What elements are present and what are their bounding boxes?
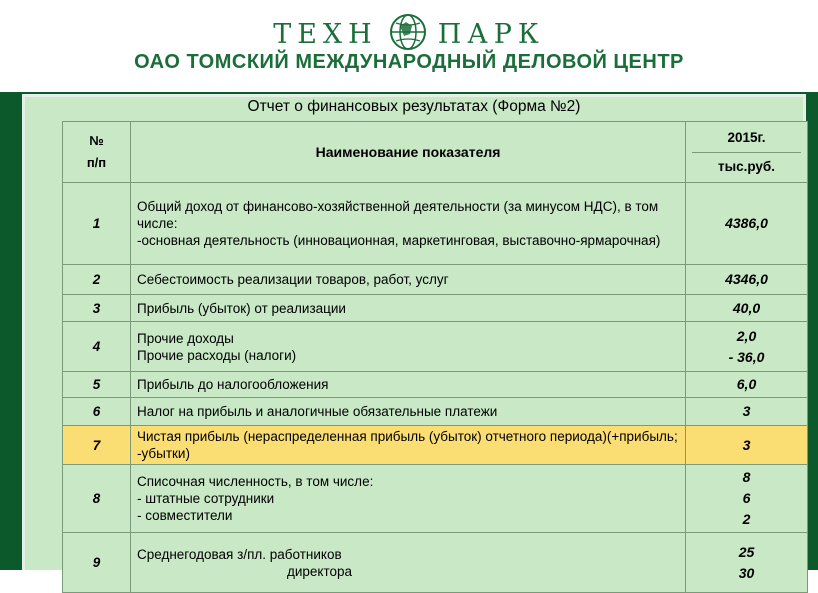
row-number: 6 bbox=[63, 398, 131, 426]
row-indicator bbox=[131, 183, 686, 265]
row-indicator bbox=[131, 398, 686, 426]
row-number: 7 bbox=[63, 426, 131, 465]
indicator-text: Списочная численность, в том числе: bbox=[137, 474, 374, 489]
indicator-text: -основная деятельность (инновационная, маркетинговая, выставочно-ярмарочная) bbox=[137, 233, 661, 248]
value-text: 30 bbox=[738, 564, 755, 581]
table-row bbox=[63, 322, 808, 372]
value-text: 4346,0 bbox=[725, 271, 768, 287]
indicator-text: директора bbox=[287, 563, 353, 579]
indicator-text: Чистая прибыль (нераспределенная прибыль (убыток) отчетного периода)(+прибыль; -убытки) bbox=[137, 429, 678, 461]
row-value bbox=[686, 533, 808, 593]
table-body bbox=[63, 183, 808, 593]
indicator-text: - штатные сотрудники bbox=[137, 491, 275, 506]
value-text: 6,0 bbox=[736, 376, 757, 392]
report-title: Отчет о финансовых результатах (Форма №2) bbox=[247, 98, 581, 115]
header-value-cell bbox=[686, 122, 808, 183]
value-text: 6 bbox=[742, 490, 751, 506]
indicator-text: Среднегодовая з/пл. работников bbox=[137, 546, 342, 562]
indicator-text: Налог на прибыль и аналогичные обязательные платежи bbox=[137, 404, 498, 419]
row-indicator bbox=[131, 426, 686, 465]
row-number: 8 bbox=[63, 465, 131, 533]
header-number-abbr: п/п bbox=[86, 155, 107, 170]
row-value bbox=[686, 295, 808, 322]
row-value bbox=[686, 398, 808, 426]
value-text: 3 bbox=[742, 436, 751, 453]
value-text: - 36,0 bbox=[728, 348, 765, 365]
row-number: 4 bbox=[63, 322, 131, 372]
row-value bbox=[686, 426, 808, 465]
table-row bbox=[63, 295, 808, 322]
table-header-row bbox=[63, 122, 808, 183]
row-number: 5 bbox=[63, 372, 131, 398]
table-row bbox=[63, 426, 808, 465]
row-value bbox=[686, 183, 808, 265]
row-value bbox=[686, 265, 808, 295]
globe-icon bbox=[388, 12, 428, 57]
row-number: 3 bbox=[63, 295, 131, 322]
row-indicator bbox=[131, 372, 686, 398]
value-text: 8 bbox=[742, 469, 751, 485]
indicator-text: Прибыль до налогообложения bbox=[137, 377, 329, 392]
row-indicator bbox=[131, 322, 686, 372]
header-unit: тыс.руб. bbox=[717, 159, 776, 174]
row-value bbox=[686, 465, 808, 533]
value-text: 2,0 bbox=[736, 327, 757, 344]
indicator-text: Себестоимость реализации товаров, работ, услуг bbox=[137, 272, 449, 287]
row-indicator bbox=[131, 533, 686, 593]
header-indicator-name: Наименование показателя bbox=[131, 122, 686, 183]
value-text: 2 bbox=[742, 511, 751, 527]
row-number: 2 bbox=[63, 265, 131, 295]
header bbox=[0, 0, 818, 92]
financial-results-table bbox=[62, 121, 808, 593]
row-value bbox=[686, 322, 808, 372]
indicator-text: Прибыль (убыток) от реализации bbox=[137, 300, 346, 316]
indicator-text: Общий доход от финансово-хозяйственной деятельности (за минусом НДС), в том числе: bbox=[137, 199, 659, 231]
table-row bbox=[63, 465, 808, 533]
logo-text-left: ТЕХН bbox=[273, 18, 378, 50]
value-text: 3 bbox=[742, 403, 751, 419]
row-number: 1 bbox=[63, 183, 131, 265]
value-text: 4386,0 bbox=[725, 215, 768, 231]
row-indicator bbox=[131, 465, 686, 533]
value-text: 25 bbox=[738, 543, 755, 560]
indicator-text: Прочие доходы bbox=[137, 330, 234, 346]
table-row bbox=[63, 372, 808, 398]
logo bbox=[0, 12, 818, 56]
header-number-symbol: № bbox=[89, 133, 104, 148]
organization-name: ОАО ТОМСКИЙ МЕЖДУНАРОДНЫЙ ДЕЛОВОЙ ЦЕНТР bbox=[134, 51, 684, 73]
logo-text-right: ПАРК bbox=[437, 18, 545, 50]
row-value bbox=[686, 372, 808, 398]
table-row bbox=[63, 398, 808, 426]
table-row bbox=[63, 265, 808, 295]
table-row bbox=[63, 183, 808, 265]
row-indicator bbox=[131, 265, 686, 295]
value-text: 40,0 bbox=[732, 299, 761, 316]
header-number-cell bbox=[63, 122, 131, 183]
indicator-text: Прочие расходы (налоги) bbox=[137, 347, 297, 363]
header-year: 2015г. bbox=[692, 124, 801, 153]
row-number: 9 bbox=[63, 533, 131, 593]
row-indicator bbox=[131, 295, 686, 322]
table-row bbox=[63, 533, 808, 593]
indicator-text: - совместители bbox=[137, 508, 233, 523]
